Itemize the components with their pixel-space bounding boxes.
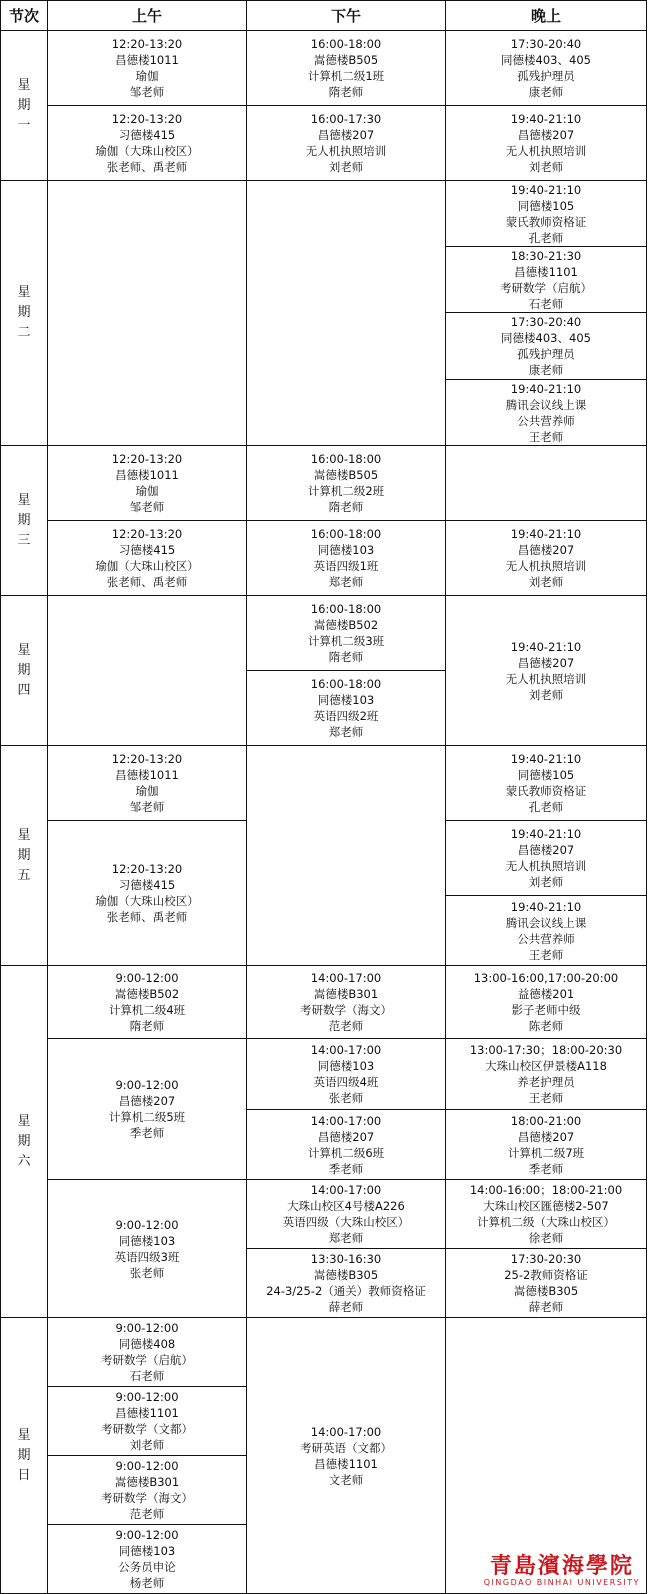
empty-cell [445,445,647,521]
empty-cell [47,595,247,746]
class-cell: 14:00-16:00；18:00-21:00 大珠山校区匯德楼2-507 计算机二级（大珠山校区） 徐老师 [445,1179,647,1249]
class-cell: 14:00-17:00 昌德楼207 计算机二级6班 季老师 [246,1109,446,1180]
header-afternoon: 下午 [246,0,446,31]
class-cell: 12:20-13:20 昌德楼1011 瑜伽 邹老师 [47,745,247,821]
header-period: 节次 [0,0,48,31]
class-cell: 9:00-12:00 昌德楼1101 考研数学（文都） 刘老师 [47,1386,247,1456]
class-cell: 19:40-21:10 腾讯会议线上课 公共营养师 王老师 [445,895,647,966]
class-cell: 9:00-12:00 同德楼408 考研数学（启航） 石老师 [47,1317,247,1387]
class-cell: 12:20-13:20 习德楼415 瑜伽（大珠山校区） 张老师、禹老师 [47,105,247,181]
class-cell: 9:00-12:00 同德楼103 公务员申论 杨老师 [47,1524,247,1594]
empty-cell [246,180,446,446]
class-cell: 19:40-21:10 同德楼105 蒙氏教师资格证 孔老师 [445,745,647,821]
empty-cell [47,180,247,446]
class-cell: 9:00-12:00 昌德楼207 计算机二级5班 季老师 [47,1038,247,1180]
class-cell: 19:40-21:10 昌德楼207 无人机执照培训 刘老师 [445,820,647,896]
class-cell: 19:40-21:10 昌德楼207 无人机执照培训 刘老师 [445,520,647,596]
class-cell: 16:00-18:00 嵩德楼B505 计算机二级1班 隋老师 [246,30,446,106]
class-cell: 17:30-20:30 25-2教师资格证 嵩德楼B305 薛老师 [445,1248,647,1318]
class-cell: 16:00-18:00 嵩德楼B505 计算机二级2班 隋老师 [246,445,446,521]
class-cell: 16:00-18:00 同德楼103 英语四级1班 郑老师 [246,520,446,596]
class-cell: 14:00-17:00 考研英语（文都） 昌德楼1101 文老师 [246,1317,446,1594]
class-cell: 12:20-13:20 习德楼415 瑜伽（大珠山校区） 张老师、禹老师 [47,820,247,966]
class-cell: 14:00-17:00 大珠山校区4号楼A226 英语四级（大珠山校区） 郑老师 [246,1179,446,1249]
empty-cell [246,745,446,966]
class-cell: 13:00-16:00,17:00-20:00 益德楼201 影子老师中级 陈老师 [445,965,647,1039]
class-cell: 19:40-21:10 昌德楼207 无人机执照培训 刘老师 [445,105,647,181]
class-cell: 13:00-17:30；18:00-20:30 大珠山校区伊景楼A118 养老护理员 王老师 [445,1038,647,1110]
class-cell: 19:40-21:10 腾讯会议线上课 公共营养师 王老师 [445,379,647,446]
class-cell: 9:00-12:00 嵩德楼B301 考研数学（海文） 范老师 [47,1455,247,1525]
class-cell: 12:20-13:20 昌德楼1011 瑜伽 邹老师 [47,30,247,106]
university-logo [484,1554,640,1588]
class-cell: 16:00-17:30 昌德楼207 无人机执照培训 刘老师 [246,105,446,181]
class-cell: 17:30-20:40 同德楼403、405 孤残护理员 康老师 [445,312,647,380]
day-label-mon: 星 期 一 [0,30,48,181]
header-morning: 上午 [47,0,247,31]
header-evening: 晚上 [445,0,647,31]
day-label-sat: 星 期 六 [0,965,48,1318]
logo-chinese-name: 青島濱海學院 [489,1553,634,1579]
day-label-thu: 星 期 四 [0,595,48,746]
class-cell: 14:00-17:00 嵩德楼B301 考研数学（海文） 范老师 [246,965,446,1039]
day-label-fri: 星 期 五 [0,745,48,966]
class-cell: 16:00-18:00 同德楼103 英语四级2班 郑老师 [246,670,446,746]
class-cell: 12:20-13:20 昌德楼1011 瑜伽 邹老师 [47,445,247,521]
class-cell: 19:40-21:10 昌德楼207 无人机执照培训 刘老师 [445,595,647,746]
logo-english-name: QINGDAO BINHAI UNIVERSITY [483,1578,640,1587]
class-cell: 18:30-21:30 昌德楼1101 考研数学（启航） 石老师 [445,246,647,313]
class-cell: 19:40-21:10 同德楼105 蒙氏教师资格证 孔老师 [445,180,647,247]
class-cell: 16:00-18:00 嵩德楼B502 计算机二级3班 隋老师 [246,595,446,671]
class-cell: 9:00-12:00 嵩德楼B502 计算机二级4班 隋老师 [47,965,247,1039]
day-label-wed: 星 期 三 [0,445,48,596]
class-cell: 17:30-20:40 同德楼403、405 孤残护理员 康老师 [445,30,647,106]
class-cell: 13:30-16:30 嵩德楼B305 24-3/25-2（通关）教师资格证 薛老师 [246,1248,446,1318]
class-cell: 12:20-13:20 习德楼415 瑜伽（大珠山校区） 张老师、禹老师 [47,520,247,596]
class-cell: 14:00-17:00 同德楼103 英语四级4班 张老师 [246,1038,446,1110]
day-label-sun: 星 期 日 [0,1317,48,1594]
day-label-tue: 星 期 二 [0,180,48,446]
class-cell: 9:00-12:00 同德楼103 英语四级3班 张老师 [47,1179,247,1318]
class-cell: 18:00-21:00 昌德楼207 计算机二级7班 季老师 [445,1109,647,1180]
